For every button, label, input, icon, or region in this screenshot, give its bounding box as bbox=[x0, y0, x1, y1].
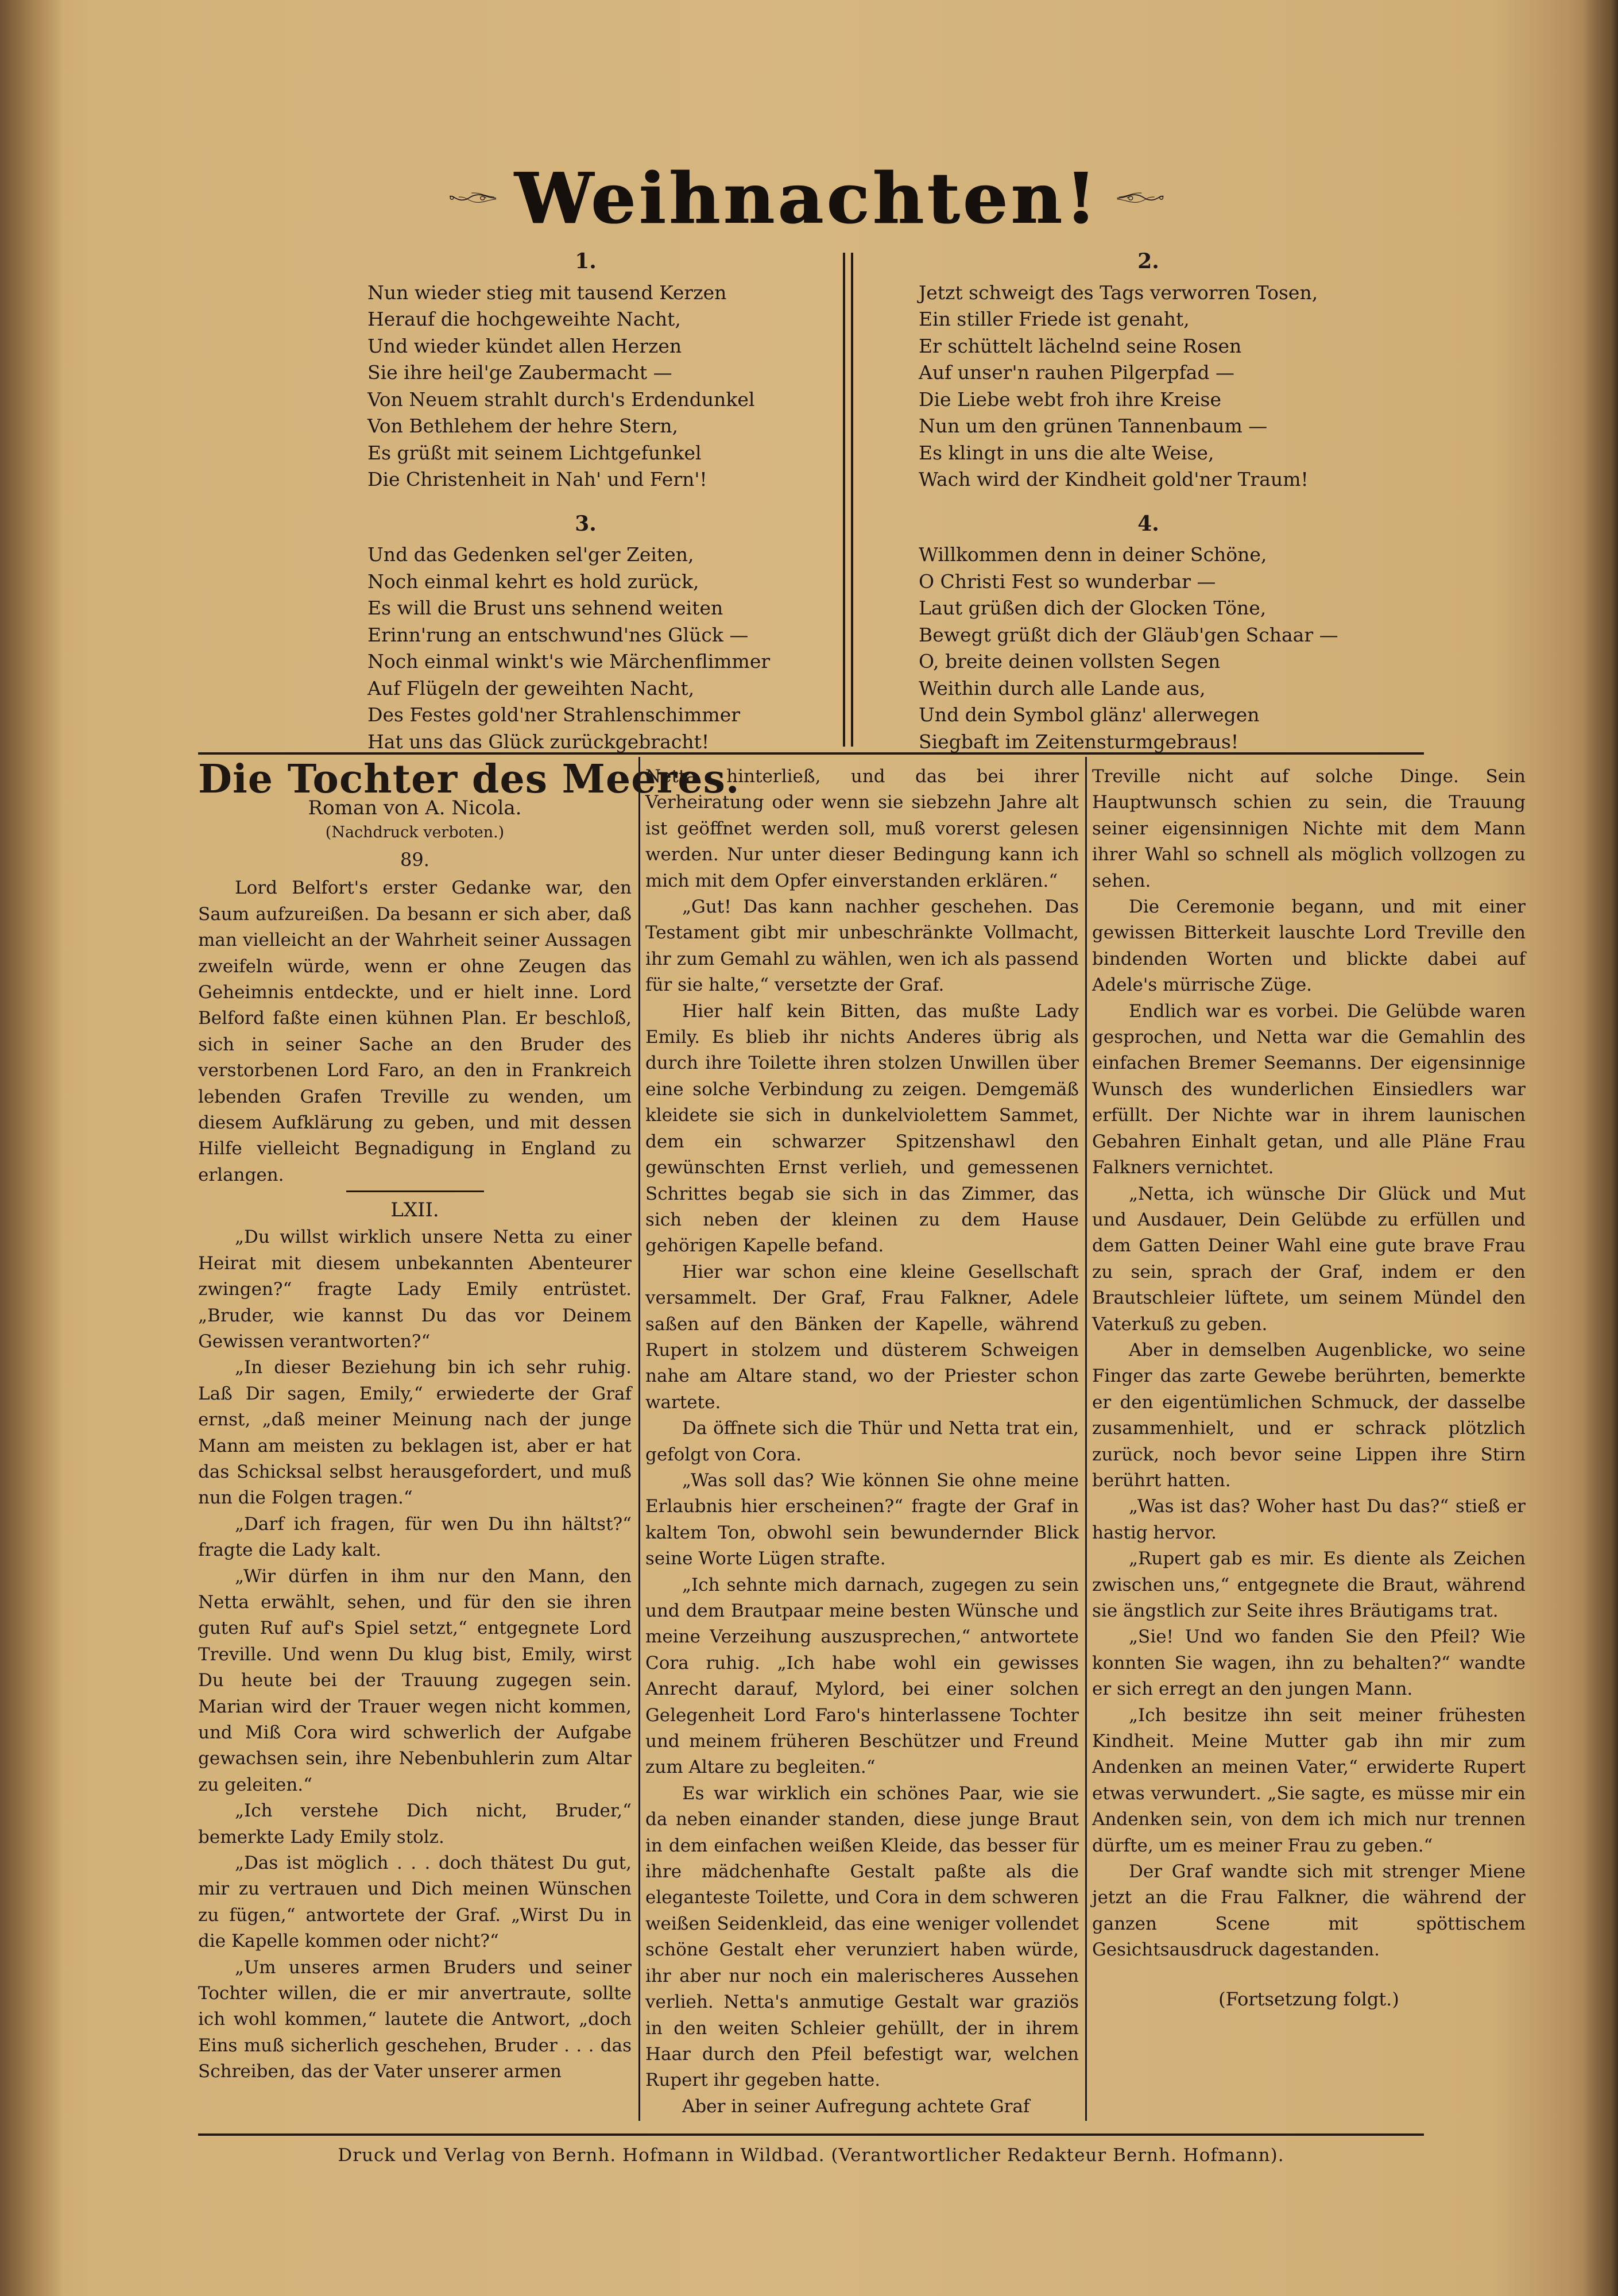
story-paragraph: „Du willst wirklich unsere Netta zu einer Heirat mit diesem unbekannten Abenteurer zwingen?“ fragte Lady Emily entrüstet. „Bruder, wie kannst Du das vor Deinem Gewissen verantworten?“ bbox=[198, 1227, 632, 1352]
story-paragraph: „Netta, ich wünsche Dir Glück und Mut und Ausdauer, Dein Gelübde zu erfüllen und dem Gatten Deiner Wahl eine gute brave Frau zu sein, sprach der Graf, indem er den Brautschleier lüftete, um seinem Mündel den Vaterkuß zu geben. bbox=[1092, 1183, 1526, 1335]
poem-line: Ein stiller Friede ist genaht, bbox=[919, 308, 1190, 330]
installment-number: 89. bbox=[400, 849, 429, 871]
imprint-footer: Druck und Verlag von Bernh. Hofmann in Wildbad. (Verantwortlicher Redakteur Bernh. Hofmann). bbox=[338, 2145, 1284, 2166]
poem-line: Auf unser'n rauhen Pilgerpfad — bbox=[919, 361, 1234, 384]
poem-line: Es will die Brust uns sehnend weiten bbox=[367, 597, 723, 619]
footer-rule bbox=[198, 2133, 1424, 2136]
poem-line: Von Bethlehem der hehre Stern, bbox=[367, 415, 679, 437]
stanza-number: 2. bbox=[1137, 249, 1159, 273]
poem-line: Jetzt schweigt des Tags verworren Tosen, bbox=[919, 281, 1318, 304]
poem-line: Des Festes gold'ner Strahlenschimmer bbox=[367, 704, 740, 726]
poem-line: Bewegt grüßt dich der Gläub'gen Schaar — bbox=[919, 623, 1338, 646]
poem-line: Laut grüßen dich der Glocken Töne, bbox=[919, 597, 1267, 619]
poem-title: Weihnachten! bbox=[514, 157, 1100, 239]
chapter-rule bbox=[346, 1190, 484, 1192]
stanza-number: 4. bbox=[1137, 511, 1159, 536]
continued-notice: (Fortsetzung folgt.) bbox=[1218, 1988, 1399, 2010]
story-paragraph: Es war wirklich ein schönes Paar, wie sie da neben einander standen, diese junge Braut in dem einfachen weißen Kleide, das besser für ihre mädchenhafte Gestalt paßte als die eleganteste Toilette, und Cora in dem schweren weißen Seidenkleid, das eine weniger vollendet schöne Gestalt eher verunziert haben würde, ihr aber nur noch ein malerischeres Aussehen verlieh. Netta's anmutige Gestalt war graziös in den weiten Schleier gehüllt, der in ihrem Haar durch den Pfeil befestigt war, welchen Rupert ihr gegeben hatte. bbox=[645, 1783, 1079, 2091]
story-paragraph: „Was ist das? Woher hast Du das?“ stieß er hastig hervor. bbox=[1092, 1496, 1526, 1543]
story-paragraph: Die Ceremonie begann, und mit einer gewissen Bitterkeit lauschte Lord Treville den bindenden Worten und blickte dabei auf Adele's mürrische Züge. bbox=[1092, 896, 1526, 996]
poem-column-right bbox=[919, 248, 1378, 755]
poem-line: Nun wieder stieg mit tausend Kerzen bbox=[367, 281, 727, 304]
story-column-2 bbox=[645, 764, 1079, 2120]
story-paragraph: Hier war schon eine kleine Gesellschaft versammelt. Der Graf, Frau Falkner, Adele saßen auf den Bänken der Kapelle, während Rupert in stolzem und düsterem Schweigen nahe am Altare stand, wo der Priester schon wartete. bbox=[645, 1261, 1079, 1413]
poem-line: Willkommen denn in deiner Schöne, bbox=[919, 543, 1267, 566]
story-paragraph: „Um unseres armen Bruders und seiner Tochter willen, die er mir anvertraute, sollte ich wohl kommen,“ lautete die Antwort, „doch Eins muß sicherlich geschehen, Bruder . . . das Schreiben, das der Vater unserer armen bbox=[198, 1957, 632, 2082]
stanza-number: 3. bbox=[575, 511, 597, 536]
poem-line: Es klingt in uns die alte Weise, bbox=[919, 441, 1214, 464]
poem-line: Und das Gedenken sel'ger Zeiten, bbox=[367, 543, 694, 566]
poem-line: Von Neuem strahlt durch's Erdendunkel bbox=[367, 388, 755, 411]
story-paragraph: Aber in seiner Aufregung achtete Graf bbox=[682, 2096, 1030, 2117]
story-paragraph: Aber in demselben Augenblicke, wo seine Finger das zarte Gewebe berührten, bemerkte er den eigentümlichen Schmuck, der dasselbe zusammenhielt, und er schrack plötzlich zurück, noch bevor seine Lippen ihre Stirn berührt hatten. bbox=[1092, 1339, 1526, 1491]
poem-line: Und wieder kündet allen Herzen bbox=[367, 334, 682, 357]
poem-column-left bbox=[367, 248, 804, 755]
poem-line: Und dein Symbol glänz' allerwegen bbox=[919, 704, 1260, 726]
poem-line: Wach wird der Kindheit gold'ner Traum! bbox=[919, 468, 1309, 490]
poem-line: Auf Flügeln der geweihten Nacht, bbox=[367, 677, 695, 699]
story-paragraph: Netta hinterließ, und das bei ihrer Verheiratung oder wenn sie siebzehn Jahre alt ist geöffnet werden soll, muß vorerst gelesen werden. Nur unter dieser Bedingung kann ich mich mit dem Opfer einverstanden erklären.“ bbox=[645, 766, 1079, 891]
story-paragraph: „Ich sehnte mich darnach, zugegen zu sein und dem Brautpaar meine besten Wünsche und meine Verzeihung auszusprechen,“ antwortete Cora ruhig. „Ich habe wohl ein gewisses Anrecht darauf, Mylord, bei einer solchen Gelegenheit Lord Faro's hinterlassene Tochter und meinem früheren Beschützer und Freund zum Altare zu begleiten.“ bbox=[645, 1574, 1079, 1778]
story-author: Roman von A. Nicola. bbox=[308, 797, 522, 820]
story-title: Die Tochter des Meeres. bbox=[198, 756, 740, 802]
column-divider bbox=[638, 757, 640, 2121]
poem-line: Die Christenheit in Nah' und Fern'! bbox=[367, 468, 707, 490]
story-paragraph: „Was soll das? Wie können Sie ohne meine Erlaubnis hier erscheinen?“ fragte der Graf in kaltem Ton, obwohl sein bewundernder Blick seine Worte Lügen strafte. bbox=[645, 1470, 1079, 1570]
story-paragraph: „Gut! Das kann nachher geschehen. Das Testament gibt mir unbeschränkte Vollmacht, ihr zum Gemahl zu wählen, wen ich als passend für sie halte,“ versetzte der Graf. bbox=[645, 896, 1079, 996]
stanza-number: 1. bbox=[575, 249, 597, 273]
story-paragraph: „Wir dürfen in ihm nur den Mann, den Netta erwählt, sehen, und für den sie ihren guten Ruf auf's Spiel setzt,“ entgegnete Lord Treville. Und wenn Du klug bist, Emily, wirst Du heute bei der Trauung zugegen sein. Marian wird der Trauer wegen nicht kommen, und Miß Cora wird schwerlich der Aufgabe gewachsen sein, ihre Nebenbuhlerin zum Altar zu geleiten.“ bbox=[198, 1566, 632, 1795]
story-paragraph: Da öffnete sich die Thür und Netta trat ein, gefolgt von Cora. bbox=[645, 1418, 1079, 1465]
story-column-3 bbox=[1092, 764, 1526, 2012]
reprint-notice: (Nachdruck verboten.) bbox=[325, 824, 505, 842]
chapter-heading: LXII. bbox=[390, 1199, 439, 1222]
story-paragraph: Lord Belfort's erster Gedanke war, den Saum aufzureißen. Da besann er sich aber, daß man vielleicht an der Wahrheit seiner Aussagen zweifeln würde, wenn er ohne Zeugen das Geheimnis entdeckte, und er hielt inne. Lord Belford faßte einen kühnen Plan. Er beschloß, sich in seiner Sache an den Bruder des verstorbenen Lord Faro, an den in Frankreich lebenden Grafen Treville zu wenden, um diesem Aufklärung zu geben, und mit dessen Hilfe vielleicht Begnadigung in England zu erlangen. bbox=[198, 878, 632, 1185]
right-flourish-ornament bbox=[1116, 175, 1166, 221]
poem-line: Hat uns das Glück zurückgebracht! bbox=[367, 730, 710, 753]
poem-line: Erinn'rung an entschwund'nes Glück — bbox=[367, 623, 749, 646]
column-divider bbox=[1085, 757, 1087, 2121]
poem-line: O Christi Fest so wunderbar — bbox=[919, 570, 1216, 593]
poem-line: Sie ihre heil'ge Zaubermacht — bbox=[367, 361, 672, 384]
poem-line: Die Liebe webt froh ihre Kreise bbox=[919, 388, 1222, 411]
poem-line: Siegbaft im Zeitensturmgebraus! bbox=[919, 730, 1239, 753]
story-paragraph: „Darf ich fragen, für wen Du ihn hältst?“ fragte die Lady kalt. bbox=[198, 1513, 632, 1561]
poem-column-divider bbox=[843, 253, 853, 747]
story-paragraph: „In dieser Beziehung bin ich sehr ruhig. Laß Dir sagen, Emily,“ erwiederte der Graf ernst, „daß meiner Meinung nach der junge Mann am meisten zu beklagen ist, aber er hat das Schicksal selbst herausgefordert, und muß nun die Folgen tragen.“ bbox=[198, 1357, 632, 1509]
page-edge bbox=[1584, 0, 1618, 2296]
left-flourish-ornament bbox=[448, 175, 497, 221]
poem-line: Noch einmal winkt's wie Märchenflimmer bbox=[367, 650, 771, 672]
poem-line: Herauf die hochgeweihte Nacht, bbox=[367, 308, 681, 330]
poem-line: Er schüttelt lächelnd seine Rosen bbox=[919, 334, 1242, 357]
story-paragraph: „Das ist möglich . . . doch thätest Du gut, mir zu vertrauen und Dich meinen Wünschen zu fügen,“ antwortete der Graf. „Wirst Du in die Kapelle kommen oder nicht?“ bbox=[198, 1853, 632, 1952]
poem-line: Nun um den grünen Tannenbaum — bbox=[919, 415, 1268, 437]
story-column-1 bbox=[198, 756, 740, 2085]
story-paragraph: Endlich war es vorbei. Die Gelübde waren gesprochen, und Netta war die Gemahlin des einfachen Bremer Seemanns. Der eigensinnige Wunsch des wunderlichen Einsiedlers war erfüllt. Der Nichte war in ihrem launischen Gebahren Einhalt getan, und alle Pläne Frau Falkners vernichtet. bbox=[1092, 1000, 1526, 1178]
binding-shadow bbox=[0, 0, 63, 2296]
story-paragraph: „Rupert gab es mir. Es diente als Zeichen zwischen uns,“ entgegnete die Braut, während sie ängstlich zur Seite ihres Bräutigams trat. bbox=[1092, 1548, 1526, 1621]
story-paragraph: Hier half kein Bitten, das mußte Lady Emily. Es blieb ihr nichts Anderes übrig als durch ihre Toilette ihren stolzen Unwillen über eine solche Verbindung zu zeigen. Demgemäß kleidete sie sich in dunkelviolettem Sammet, dem ein schwarzer Spitzenshawl den gewünschten Ernst verlieh, und gemessenen Schrittes begab sie sich in das Zimmer, das sich neben der kleinen zu dem Hause gehörigen Kapelle befand. bbox=[645, 1000, 1079, 1257]
story-paragraph: Treville nicht auf solche Dinge. Sein Hauptwunsch schien zu sein, die Trauung seiner eigensinnigen Nichte mit dem Mann ihrer Wahl so schnell als möglich vollzogen zu sehen. bbox=[1092, 766, 1526, 891]
poem-line: Weithin durch alle Lande aus, bbox=[919, 677, 1206, 699]
section-rule bbox=[198, 752, 1424, 755]
poem-line: O, breite deinen vollsten Segen bbox=[919, 650, 1221, 672]
poem-line: Noch einmal kehrt es hold zurück, bbox=[367, 570, 699, 593]
story-paragraph: Der Graf wandte sich mit strenger Miene jetzt an die Frau Falkner, die während der ganzen Scene mit spöttischem Gesichtsausdruck dagestanden. bbox=[1092, 1861, 1526, 1961]
story-paragraph: „Sie! Und wo fanden Sie den Pfeil? Wie konnten Sie wagen, ihn zu behalten?“ wandte er sich erregt an den jungen Mann. bbox=[1092, 1626, 1526, 1700]
poem-header bbox=[448, 149, 1166, 247]
story-paragraph: „Ich besitze ihn seit meiner frühesten Kindheit. Meine Mutter gab ihn mir zum Andenken an meinen Vater,“ erwiderte Rupert etwas verwundert. „Sie sagte, es müsse mir ein Andenken sein, von dem ich mich nur trennen dürfte, um es meiner Frau zu geben.“ bbox=[1092, 1704, 1526, 1856]
story-paragraph: „Ich verstehe Dich nicht, Bruder,“ bemerkte Lady Emily stolz. bbox=[198, 1800, 632, 1847]
poem-line: Es grüßt mit seinem Lichtgefunkel bbox=[367, 441, 702, 464]
